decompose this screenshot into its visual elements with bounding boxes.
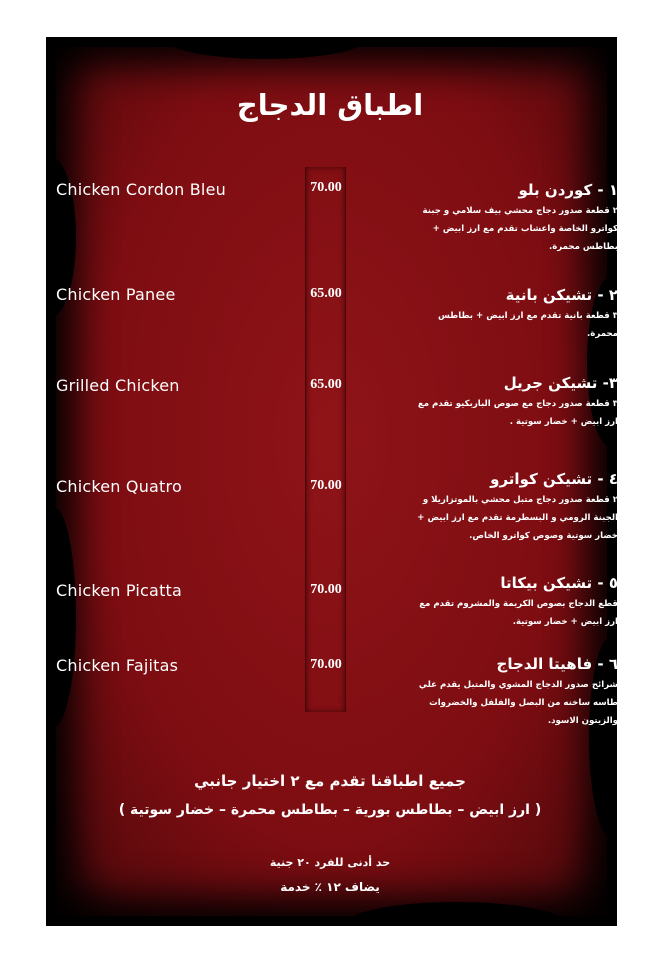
dish-name-ar: ٤ - تشيكن كواترو xyxy=(490,470,618,488)
price-column-divider xyxy=(305,167,346,712)
dish-price: 70.00 xyxy=(310,478,342,493)
sides-note: جميع اطباقنا تقدم مع ٢ اختيار جانبي xyxy=(194,772,466,790)
dish-description-ar: شرائح صدور الدجاج المشوي والمتبل يقدم علي طاسه ساخنه من البصل والفلفل والخضروات والزيتون الاسود. xyxy=(418,680,618,726)
dish-ar-block xyxy=(408,470,618,545)
dish-name-ar: ٢ - تشيكن بانية xyxy=(505,286,618,304)
dish-price: 70.00 xyxy=(310,657,342,672)
minimum-charge: حد أدنى للفرد ٢٠ جنية xyxy=(269,856,391,869)
dish-ar-block xyxy=(408,655,618,730)
dish-name-en: Chicken Cordon Bleu xyxy=(56,180,226,199)
dish-name-ar: ١ - كوردن بلو xyxy=(518,181,618,199)
dish-ar-block xyxy=(408,374,618,431)
dish-name-en: Chicken Quatro xyxy=(56,477,182,496)
dish-name-en: Grilled Chicken xyxy=(56,376,180,395)
dish-name-en: Chicken Picatta xyxy=(56,581,183,600)
dish-description-ar: قطع الدجاج بصوص الكريمة والمشروم تقدم مع ارز ابيض + خضار سوتية. xyxy=(419,599,618,627)
dish-ar-block xyxy=(408,181,618,256)
dish-name-ar: ٦ - فاهيتا الدجاج xyxy=(496,655,618,673)
dish-price: 70.00 xyxy=(310,180,342,195)
dish-price: 65.00 xyxy=(310,286,342,301)
sides-options: ( ارز ابيض – بطاطس بورية – بطاطس محمرة – خضار سوتية ) xyxy=(118,802,542,818)
dish-ar-block xyxy=(408,286,618,343)
dish-name-ar: ٥ - تشيكن بيكاتا xyxy=(500,574,618,592)
dish-description-ar: ٣ قطعة بانية تقدم مع ارز ابيض + بطاطس محمرة. xyxy=(437,311,618,339)
dish-name-en: Chicken Fajitas xyxy=(56,656,179,675)
dish-name-en: Chicken Panee xyxy=(56,285,176,304)
service-charge: يضاف ١٢ ٪ خدمة xyxy=(280,880,380,894)
dish-name-ar: ٣- تشيكن جريل xyxy=(503,374,618,392)
dish-description-ar: ٣ قطعة صدور دجاج مع صوص الباربكيو تقدم مع ارز ابيض + خضار سوتية . xyxy=(417,399,618,427)
dish-price: 65.00 xyxy=(310,377,342,392)
dish-ar-block xyxy=(408,574,618,631)
dish-description-ar: ٢ قطعة صدور دجاج محشي بيف سلامي و جبنة كواترو الخاصة واعشاب تقدم مع ارز ابيض + بطاطس محمرة. xyxy=(422,206,618,252)
page-title: اطباق الدجاج xyxy=(236,88,424,122)
dish-price: 70.00 xyxy=(310,582,342,597)
dish-description-ar: ٢ قطعة صدور دجاج متبل محشي بالموتزاريلا و الجبنة الرومي و البسطرمة تقدم مع ارز ابيض + خضار سوتية وصوص كواترو الخاص. xyxy=(417,495,618,541)
